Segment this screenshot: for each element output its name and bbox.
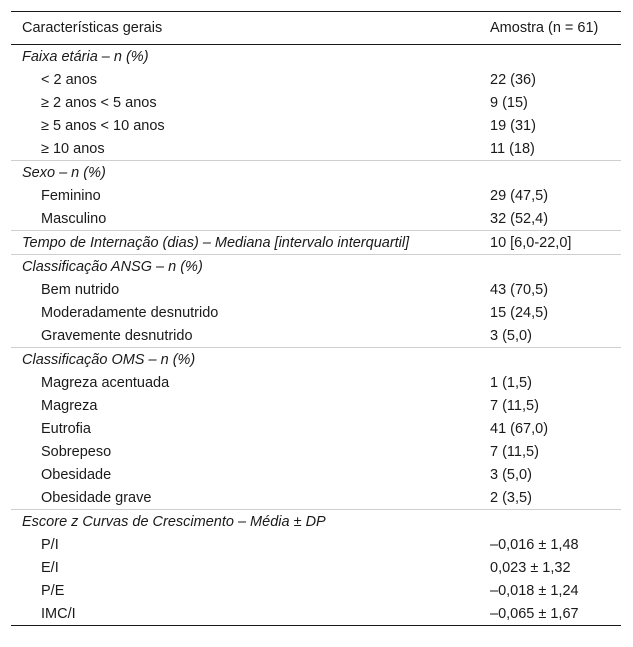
row-label: ≥ 5 anos < 10 anos bbox=[41, 117, 165, 134]
group-row bbox=[11, 161, 621, 185]
table-header bbox=[11, 12, 621, 45]
row-label: ≥ 2 anos < 5 anos bbox=[41, 94, 157, 111]
row-value: 19 (31) bbox=[490, 117, 536, 134]
table-row bbox=[11, 394, 621, 417]
row-value: 22 (36) bbox=[490, 71, 536, 88]
row-value: 43 (70,5) bbox=[490, 281, 549, 298]
row-label: P/I bbox=[41, 536, 59, 553]
row-value: 11 (18) bbox=[490, 140, 535, 157]
group-value: 10 [6,0-22,0] bbox=[490, 231, 621, 255]
row-label: Masculino bbox=[41, 210, 107, 227]
row-label: Sobrepeso bbox=[41, 443, 112, 460]
row-value: –0,016 ± 1,48 bbox=[490, 536, 579, 553]
table-row bbox=[11, 114, 621, 137]
row-value: 1 (1,5) bbox=[490, 374, 532, 391]
row-label: P/E bbox=[41, 582, 65, 599]
table-row bbox=[11, 486, 621, 510]
group-title: Classificação ANSG – n (%) bbox=[11, 255, 490, 279]
table-row bbox=[11, 579, 621, 602]
group-row bbox=[11, 255, 621, 279]
group-value bbox=[490, 161, 621, 185]
table-row bbox=[11, 137, 621, 161]
group-title: Sexo – n (%) bbox=[11, 161, 490, 185]
row-label: E/I bbox=[41, 559, 59, 576]
table-row bbox=[11, 68, 621, 91]
row-value: 9 (15) bbox=[490, 94, 528, 111]
row-label: Gravemente desnutrido bbox=[41, 327, 193, 344]
table-row bbox=[11, 440, 621, 463]
group-title: Escore z Curvas de Crescimento – Média ± DP bbox=[11, 510, 490, 534]
row-value: 0,023 ± 1,32 bbox=[490, 559, 571, 576]
row-label: Bem nutrido bbox=[41, 281, 120, 298]
row-label: Feminino bbox=[41, 187, 101, 204]
table-row bbox=[11, 207, 621, 231]
table-row bbox=[11, 602, 621, 626]
row-value: 32 (52,4) bbox=[490, 210, 549, 227]
group-value bbox=[490, 510, 621, 534]
characteristics-table-container bbox=[11, 11, 621, 626]
row-value: 7 (11,5) bbox=[490, 443, 539, 460]
group-value bbox=[490, 348, 621, 372]
row-value: 41 (67,0) bbox=[490, 420, 549, 437]
row-value: 3 (5,0) bbox=[490, 466, 532, 483]
characteristics-table bbox=[11, 11, 621, 626]
group-row bbox=[11, 510, 621, 534]
row-label: Eutrofia bbox=[41, 420, 91, 437]
group-title: Faixa etária – n (%) bbox=[22, 48, 149, 65]
row-value: –0,065 ± 1,67 bbox=[490, 605, 579, 622]
row-value: 15 (24,5) bbox=[490, 304, 549, 321]
row-value: 2 (3,5) bbox=[490, 489, 532, 506]
row-label: Moderadamente desnutrido bbox=[41, 304, 219, 321]
table-row bbox=[11, 556, 621, 579]
row-label: Magreza bbox=[41, 397, 98, 414]
row-label: < 2 anos bbox=[41, 71, 98, 88]
row-value: 7 (11,5) bbox=[490, 397, 539, 414]
row-label: Obesidade bbox=[41, 466, 112, 483]
group-title: Classificação OMS – n (%) bbox=[11, 348, 490, 372]
table-row bbox=[11, 417, 621, 440]
row-label: Magreza acentuada bbox=[41, 374, 170, 391]
header-row bbox=[11, 12, 621, 45]
table-row bbox=[11, 371, 621, 394]
row-label: ≥ 10 anos bbox=[41, 140, 105, 157]
row-value: 29 (47,5) bbox=[490, 187, 549, 204]
table-row bbox=[11, 463, 621, 486]
group-row bbox=[11, 348, 621, 372]
row-label: IMC/I bbox=[41, 605, 76, 622]
table-row bbox=[11, 91, 621, 114]
table-row bbox=[11, 301, 621, 324]
group-value bbox=[490, 255, 621, 279]
header-characteristics: Características gerais bbox=[11, 12, 490, 45]
header-sample: Amostra (n = 61) bbox=[490, 12, 621, 45]
group-title: Tempo de Internação (dias) – Mediana [intervalo interquartil] bbox=[11, 231, 490, 255]
table-row bbox=[11, 533, 621, 556]
table-row bbox=[11, 184, 621, 207]
table-row bbox=[11, 324, 621, 348]
row-value: 3 (5,0) bbox=[490, 327, 532, 344]
row-value: –0,018 ± 1,24 bbox=[490, 582, 579, 599]
group-row bbox=[11, 231, 621, 255]
table-body bbox=[11, 45, 621, 626]
group-value bbox=[490, 45, 621, 69]
table-row bbox=[11, 278, 621, 301]
group-row bbox=[11, 45, 621, 69]
row-label: Obesidade grave bbox=[41, 489, 152, 506]
